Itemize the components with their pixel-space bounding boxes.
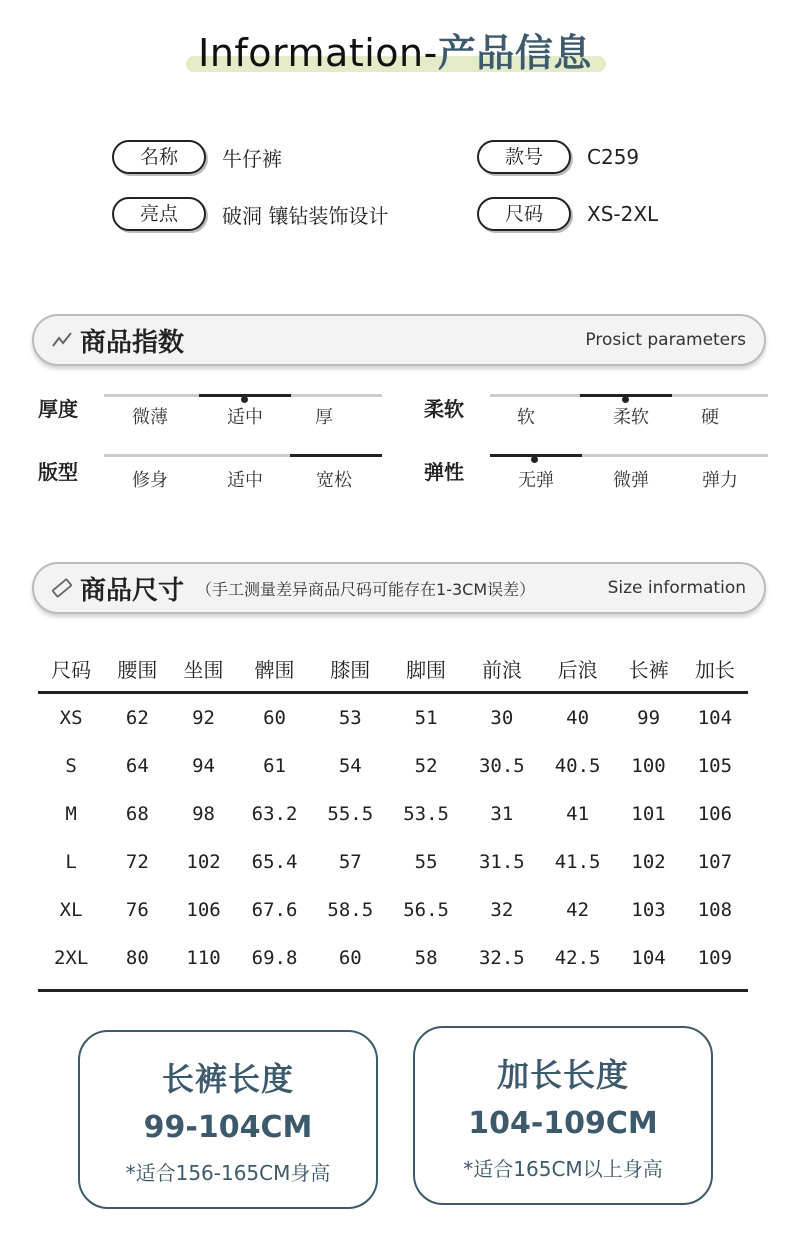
info-value-size: XS-2XL bbox=[587, 202, 659, 226]
measure-cell: 76 bbox=[125, 899, 149, 921]
measure-cell: 58.5 bbox=[327, 899, 374, 921]
size-subtitle: Size information bbox=[607, 578, 746, 598]
measure-cell: 57 bbox=[338, 851, 362, 873]
measure-cell: 98 bbox=[192, 803, 215, 825]
info-label-name: 名称 bbox=[112, 140, 206, 174]
length-range: 104-109CM bbox=[468, 1106, 658, 1141]
extended-length-box bbox=[413, 1026, 713, 1205]
param-label: 版型 bbox=[38, 460, 78, 484]
size-cell: 2XL bbox=[53, 947, 89, 969]
params-subtitle: Prosict parameters bbox=[585, 330, 746, 350]
table-header: 膝围 bbox=[312, 645, 388, 693]
table-header: 腰围 bbox=[104, 645, 170, 693]
measure-cell: 62 bbox=[125, 707, 149, 729]
size-note: （手工测量差异商品尺码可能存在1-3CM误差） bbox=[196, 579, 536, 599]
param-selected-dot bbox=[531, 456, 538, 463]
measure-cell: 63.2 bbox=[251, 803, 298, 825]
param-selected-dot bbox=[241, 396, 248, 403]
measure-cell: 103 bbox=[631, 899, 666, 921]
measure-cell: 102 bbox=[631, 851, 666, 873]
page-title bbox=[0, 22, 790, 77]
measure-cell: 65.4 bbox=[251, 851, 298, 873]
measure-cell: 30 bbox=[490, 707, 514, 729]
size-title: 商品尺寸 bbox=[80, 575, 185, 606]
info-highlight-row bbox=[112, 197, 388, 231]
title-cn: 产品信息 bbox=[437, 31, 592, 75]
param-selected-dot bbox=[622, 396, 629, 403]
table-row bbox=[38, 742, 748, 790]
measure-cell: 80 bbox=[125, 947, 149, 969]
measure-cell: 67.6 bbox=[251, 899, 298, 921]
param-label: 弹性 bbox=[424, 460, 464, 484]
measure-cell: 51 bbox=[414, 707, 438, 729]
table-header: 后浪 bbox=[540, 645, 616, 693]
table-bottom-rule bbox=[38, 989, 748, 992]
length-range: 99-104CM bbox=[143, 1110, 313, 1145]
measure-cell: 31 bbox=[490, 803, 514, 825]
size-cell: XL bbox=[59, 899, 83, 921]
table-row bbox=[38, 790, 748, 838]
length-title: 加长长度 bbox=[496, 1056, 629, 1094]
table-header: 尺码 bbox=[38, 645, 104, 693]
table-row bbox=[38, 693, 748, 743]
table-header: 加长 bbox=[682, 645, 748, 693]
size-cell: XS bbox=[59, 707, 83, 729]
info-size-row bbox=[477, 197, 658, 231]
measure-cell: 104 bbox=[631, 947, 666, 969]
measure-cell: 92 bbox=[192, 707, 215, 729]
info-value-highlight: 破洞 镶钻装饰设计 bbox=[222, 203, 389, 228]
param-option: 修身 bbox=[132, 470, 168, 491]
size-cell: L bbox=[65, 851, 77, 873]
param-label: 厚度 bbox=[38, 397, 78, 421]
param-option: 厚 bbox=[315, 407, 333, 428]
table-header: 髀围 bbox=[237, 645, 313, 693]
measure-cell: 106 bbox=[697, 803, 733, 825]
measure-cell: 94 bbox=[192, 755, 215, 777]
measure-cell: 40.5 bbox=[554, 755, 601, 777]
measure-cell: 30.5 bbox=[478, 755, 525, 777]
measure-cell: 60 bbox=[263, 707, 286, 729]
measure-cell: 32.5 bbox=[478, 947, 525, 969]
param-option: 微薄 bbox=[132, 407, 168, 428]
info-value-name: 牛仔裤 bbox=[222, 146, 282, 171]
param-option: 硬 bbox=[701, 407, 719, 428]
measure-cell: 54 bbox=[338, 755, 362, 777]
measure-cell: 55.5 bbox=[327, 803, 374, 825]
table-header: 坐围 bbox=[170, 645, 236, 693]
param-option: 适中 bbox=[227, 407, 263, 428]
info-style-row bbox=[477, 140, 639, 174]
measure-cell: 104 bbox=[697, 707, 733, 729]
size-section-header bbox=[32, 562, 766, 614]
measure-cell: 60 bbox=[338, 947, 362, 969]
measure-cell: 42.5 bbox=[554, 947, 601, 969]
size-cell: S bbox=[65, 755, 77, 777]
info-value-style: C259 bbox=[587, 145, 640, 169]
measure-cell: 52 bbox=[414, 755, 438, 777]
table-header-row bbox=[38, 645, 748, 693]
regular-length-box bbox=[78, 1030, 378, 1209]
param-option: 弹力 bbox=[702, 470, 738, 491]
table-header: 长裤 bbox=[615, 645, 681, 693]
measure-cell: 105 bbox=[697, 755, 733, 777]
size-table bbox=[38, 645, 748, 982]
measure-cell: 41.5 bbox=[554, 851, 601, 873]
measure-cell: 99 bbox=[637, 707, 661, 729]
measure-cell: 68 bbox=[125, 803, 149, 825]
measure-cell: 102 bbox=[186, 851, 221, 873]
measure-cell: 72 bbox=[125, 851, 149, 873]
ruler-icon bbox=[50, 576, 74, 600]
measure-cell: 42 bbox=[566, 899, 590, 921]
measure-cell: 101 bbox=[631, 803, 666, 825]
measure-cell: 110 bbox=[186, 947, 221, 969]
measure-cell: 106 bbox=[186, 899, 221, 921]
table-row bbox=[38, 934, 748, 982]
measure-cell: 108 bbox=[697, 899, 733, 921]
measure-cell: 55 bbox=[414, 851, 438, 873]
trend-line-icon bbox=[50, 328, 74, 352]
measure-cell: 41 bbox=[566, 803, 590, 825]
info-name-row bbox=[112, 140, 282, 174]
measure-cell: 69.8 bbox=[251, 947, 298, 969]
measure-cell: 40 bbox=[566, 707, 590, 729]
measure-cell: 100 bbox=[631, 755, 666, 777]
params-section-header bbox=[32, 314, 766, 366]
param-option: 宽松 bbox=[316, 470, 352, 491]
measure-cell: 107 bbox=[697, 851, 733, 873]
param-option: 柔软 bbox=[613, 407, 649, 428]
table-header: 脚围 bbox=[388, 645, 464, 693]
measure-cell: 64 bbox=[125, 755, 149, 777]
table-row bbox=[38, 838, 748, 886]
measure-cell: 58 bbox=[414, 947, 438, 969]
title-en: Information- bbox=[198, 31, 438, 75]
measure-cell: 32 bbox=[490, 899, 514, 921]
info-label-size: 尺码 bbox=[477, 197, 571, 231]
measure-cell: 31.5 bbox=[478, 851, 525, 873]
length-title: 长裤长度 bbox=[161, 1060, 294, 1098]
measure-cell: 61 bbox=[263, 755, 286, 777]
info-label-style: 款号 bbox=[477, 140, 571, 174]
measure-cell: 109 bbox=[697, 947, 733, 969]
table-header: 前浪 bbox=[464, 645, 540, 693]
size-cell: M bbox=[65, 803, 77, 825]
params-title: 商品指数 bbox=[80, 327, 185, 358]
measure-cell: 53.5 bbox=[403, 803, 449, 825]
length-note: *适合165CM以上身高 bbox=[463, 1157, 663, 1181]
table-row bbox=[38, 886, 748, 934]
length-note: *适合156-165CM身高 bbox=[125, 1161, 331, 1185]
measure-cell: 53 bbox=[338, 707, 362, 729]
param-selected-mark bbox=[290, 454, 382, 457]
param-option: 适中 bbox=[227, 470, 263, 491]
measure-cell: 56.5 bbox=[403, 899, 449, 921]
param-option: 微弹 bbox=[613, 470, 649, 491]
param-option: 无弹 bbox=[518, 470, 554, 491]
param-label: 柔软 bbox=[424, 397, 464, 421]
info-label-highlight: 亮点 bbox=[112, 197, 206, 231]
param-option: 软 bbox=[517, 407, 535, 428]
